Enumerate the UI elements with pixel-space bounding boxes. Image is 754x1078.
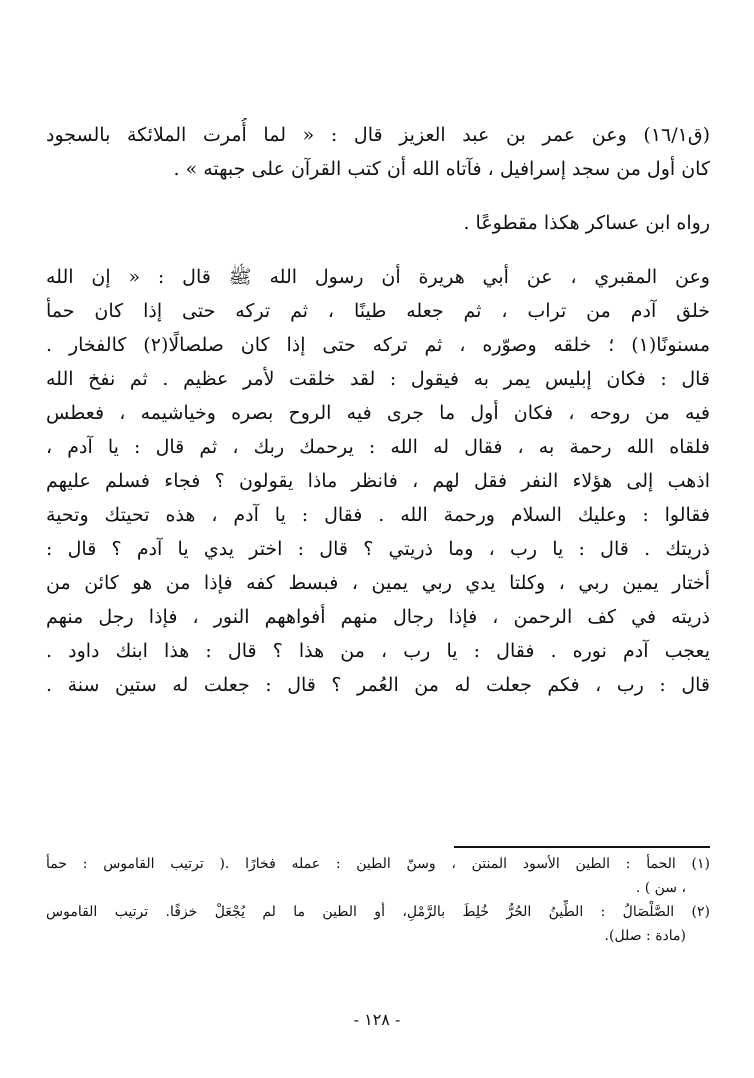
footnotes bbox=[46, 852, 710, 948]
text-line: ذريتك . قال : يا رب ، وما ذريتي ؟ قال : اختر يدي يا آدم ؟ قال : bbox=[46, 538, 710, 560]
footnote-line: ، سن ) . bbox=[635, 880, 686, 896]
text-line: فيه من روحه ، فكان أول ما جرى فيه الروح بصره وخياشيمه ، فعطس bbox=[46, 402, 710, 424]
footnote-line: (٢) الصَّلْصَالُ : الطِّينُ الحُرُّ خُلِطَ بالرَّمْلِ، أو الطين ما لم يُجْعَلْ خزفًا. ترتيب القاموس bbox=[46, 904, 710, 920]
text-line: قال : فكان إبليس يمر به فيقول : لقد خلقت لأمر عظيم . ثم نفخ الله bbox=[46, 368, 710, 390]
main-text bbox=[46, 118, 710, 702]
text-line: وعن المقبري ، عن أبي هريرة أن رسول الله ﷺ قال : « إن الله bbox=[46, 266, 710, 288]
footnote-line: (١) الحمأ : الطين الأسود المنتن ، وسنّ الطين : عمله فخارًا .( ترتيب القاموس : حمأ bbox=[46, 856, 710, 872]
text-line: خلق آدم من تراب ، ثم جعله طينًا ، ثم تركه حتى إذا كان حمأ bbox=[46, 300, 710, 322]
text-line: قال : رب ، فكم جعلت له من العُمر ؟ قال : جعلت له ستين سنة . bbox=[46, 674, 710, 696]
text-line: (ق١٦/١) وعن عمر بن عبد العزيز قال : « لما أُمرت الملائكة بالسجود bbox=[46, 124, 710, 146]
text-line: مسنونًا(١) ؛ خلقه وصوّره ، ثم تركه حتى إذا كان صلصالًا(٢) كالفخار . bbox=[46, 334, 710, 356]
text-line: رواه ابن عساكر هكذا مقطوعًا . bbox=[463, 212, 710, 234]
text-line: فقالوا : وعليك السلام ورحمة الله . فقال : يا آدم ، هذه تحيتك وتحية bbox=[46, 504, 710, 526]
text-line: كان أول من سجد إسرافيل ، فآتاه الله أن كتب القرآن على جبهته » . bbox=[173, 158, 710, 180]
text-line: اذهب إلى هؤلاء النفر فقل لهم ، فانظر ماذا يقولون ؟ فجاء فسلم عليهم bbox=[46, 470, 710, 492]
page-number: - ١٢٨ - bbox=[353, 1010, 401, 1029]
text-line: فلقاه الله رحمة به ، فقال له الله : يرحمك ربك ، ثم قال : يا آدم ، bbox=[46, 436, 710, 458]
footnote-divider bbox=[454, 846, 710, 848]
text-line: ذريته في كف الرحمن ، فإذا رجال منهم أفواههم النور ، فإذا رجل منهم bbox=[46, 606, 710, 628]
footnote-line: (مادة : صلل). bbox=[604, 928, 686, 944]
text-line: أختار يمين ربي ، وكلتا يدي ربي يمين ، فبسط كفه فإذا من هو كائن من bbox=[46, 572, 710, 594]
text-line: يعجب آدم نوره . فقال : يا رب ، من هذا ؟ قال : هذا ابنك داود . bbox=[46, 640, 710, 662]
